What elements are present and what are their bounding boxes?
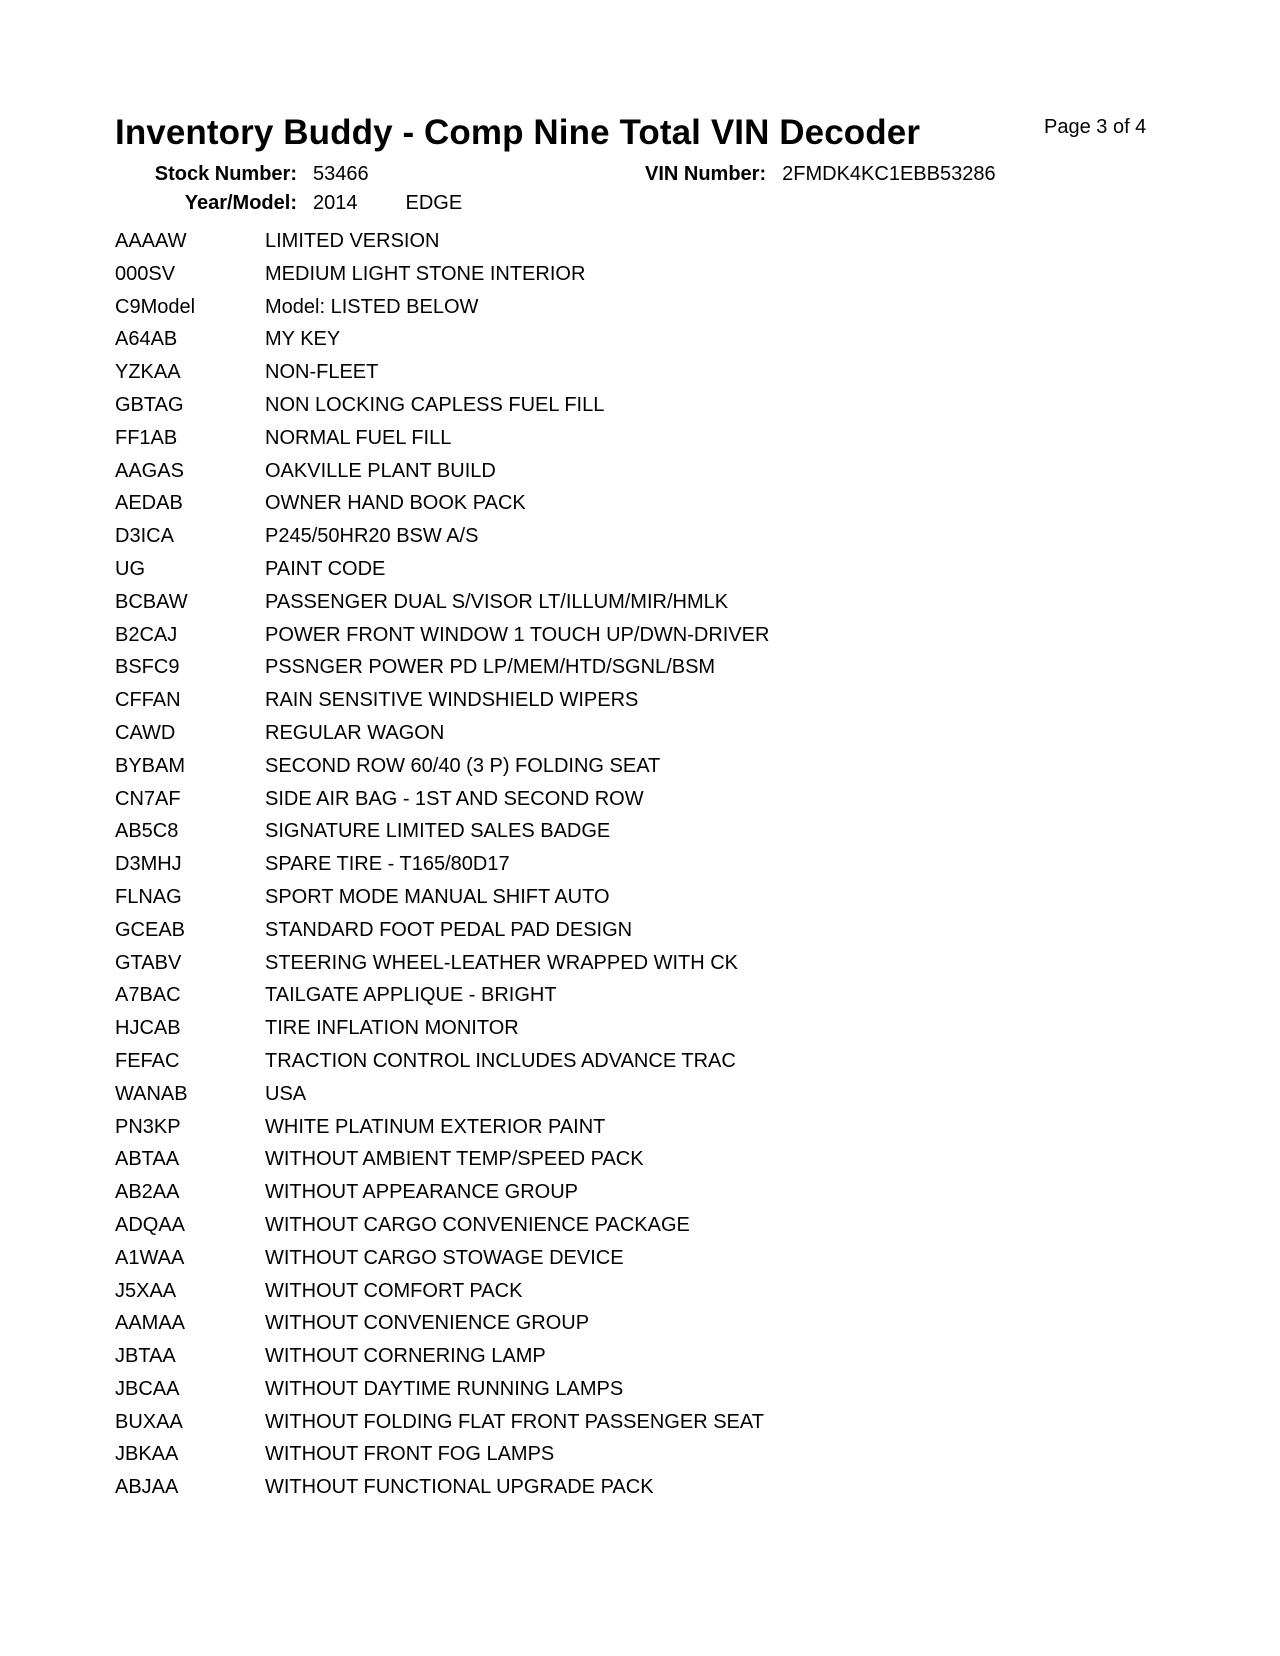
option-row bbox=[115, 1311, 769, 1344]
option-row bbox=[115, 1279, 769, 1312]
model-value: EDGE bbox=[405, 192, 463, 214]
year-value: 2014 bbox=[313, 192, 358, 214]
option-code: AAMAA bbox=[115, 1312, 186, 1335]
option-row bbox=[115, 787, 769, 820]
option-row bbox=[115, 655, 769, 688]
option-code: BUXAA bbox=[115, 1410, 183, 1433]
option-code: ADQAA bbox=[115, 1213, 186, 1236]
option-description: PSSNGER POWER PD LP/MEM/HTD/SGNL/BSM bbox=[265, 656, 716, 679]
option-code: AEDAB bbox=[115, 492, 183, 515]
option-row bbox=[115, 885, 769, 918]
option-row bbox=[115, 1016, 769, 1049]
option-code: A1WAA bbox=[115, 1246, 185, 1269]
option-row bbox=[115, 1442, 769, 1475]
option-code: BSFC9 bbox=[115, 656, 180, 679]
option-description: NON-FLEET bbox=[265, 361, 379, 384]
option-code: J5XAA bbox=[115, 1279, 177, 1302]
option-code: AB2AA bbox=[115, 1181, 180, 1204]
option-row bbox=[115, 557, 769, 590]
page-title: Inventory Buddy - Comp Nine Total VIN Decoder bbox=[115, 113, 921, 152]
option-row bbox=[115, 819, 769, 852]
option-row bbox=[115, 1246, 769, 1279]
option-row bbox=[115, 1147, 769, 1180]
option-row bbox=[115, 590, 769, 623]
option-row bbox=[115, 426, 769, 459]
option-row bbox=[115, 491, 769, 524]
option-code: GBTAG bbox=[115, 393, 184, 416]
option-description: SIGNATURE LIMITED SALES BADGE bbox=[265, 820, 611, 843]
option-code: GCEAB bbox=[115, 918, 186, 941]
option-description: STANDARD FOOT PEDAL PAD DESIGN bbox=[265, 918, 633, 941]
option-description: NON LOCKING CAPLESS FUEL FILL bbox=[265, 393, 605, 416]
option-description: OWNER HAND BOOK PACK bbox=[265, 492, 526, 515]
option-code: ABTAA bbox=[115, 1148, 180, 1171]
option-description: SPORT MODE MANUAL SHIFT AUTO bbox=[265, 885, 610, 908]
option-code: AB5C8 bbox=[115, 820, 179, 843]
option-code: AAAAW bbox=[115, 230, 187, 252]
option-code: BYBAM bbox=[115, 754, 186, 777]
stock-number-row bbox=[115, 162, 369, 186]
option-description: WITHOUT APPEARANCE GROUP bbox=[265, 1181, 579, 1204]
option-row bbox=[115, 1410, 769, 1443]
option-description: RAIN SENSITIVE WINDSHIELD WIPERS bbox=[265, 689, 639, 712]
option-description: WITHOUT FUNCTIONAL UPGRADE PACK bbox=[265, 1476, 654, 1499]
option-description: WHITE PLATINUM EXTERIOR PAINT bbox=[265, 1115, 606, 1138]
option-code: HJCAB bbox=[115, 1017, 181, 1040]
option-code: FLNAG bbox=[115, 885, 182, 908]
option-description: Model: LISTED BELOW bbox=[265, 295, 479, 318]
option-code: WANAB bbox=[115, 1082, 188, 1105]
option-code: A7BAC bbox=[115, 984, 181, 1007]
option-row bbox=[115, 918, 769, 951]
option-code: YZKAA bbox=[115, 361, 181, 384]
option-description: PASSENGER DUAL S/VISOR LT/ILLUM/MIR/HMLK bbox=[265, 590, 729, 613]
option-row bbox=[115, 295, 769, 328]
option-code: D3ICA bbox=[115, 525, 174, 548]
option-description: MEDIUM LIGHT STONE INTERIOR bbox=[265, 262, 586, 285]
option-code: PN3KP bbox=[115, 1115, 181, 1138]
option-description: P245/50HR20 BSW A/S bbox=[265, 525, 479, 548]
option-description: WITHOUT DAYTIME RUNNING LAMPS bbox=[265, 1377, 624, 1400]
option-description: TAILGATE APPLIQUE - BRIGHT bbox=[265, 984, 557, 1007]
option-code: FEFAC bbox=[115, 1049, 180, 1072]
option-code: FF1AB bbox=[115, 426, 178, 449]
option-row bbox=[115, 1344, 769, 1377]
option-row bbox=[115, 721, 769, 754]
option-description: MY KEY bbox=[265, 328, 341, 351]
option-code: CN7AF bbox=[115, 787, 181, 810]
option-description: WITHOUT CONVENIENCE GROUP bbox=[265, 1312, 590, 1335]
option-code: B2CAJ bbox=[115, 623, 178, 646]
option-description: PAINT CODE bbox=[265, 557, 386, 580]
option-code: D3MHJ bbox=[115, 853, 182, 876]
option-code: GTABV bbox=[115, 951, 182, 974]
option-row bbox=[115, 983, 769, 1016]
option-row bbox=[115, 1475, 769, 1508]
option-row bbox=[115, 1115, 769, 1148]
year-model-row bbox=[115, 191, 462, 215]
option-code: JBCAA bbox=[115, 1377, 180, 1400]
option-code: 000SV bbox=[115, 262, 176, 285]
option-description: LIMITED VERSION bbox=[265, 230, 440, 252]
option-description: TRACTION CONTROL INCLUDES ADVANCE TRAC bbox=[265, 1049, 736, 1072]
option-description: USA bbox=[265, 1082, 307, 1105]
option-row bbox=[115, 951, 769, 984]
option-description: REGULAR WAGON bbox=[265, 721, 445, 744]
option-code: UG bbox=[115, 557, 145, 580]
option-code: CAWD bbox=[115, 721, 176, 744]
option-row bbox=[115, 1213, 769, 1246]
option-row bbox=[115, 229, 769, 262]
option-code: A64AB bbox=[115, 328, 178, 351]
option-row bbox=[115, 393, 769, 426]
option-row bbox=[115, 262, 769, 295]
option-row bbox=[115, 1377, 769, 1410]
options-list bbox=[115, 229, 769, 1508]
option-description: WITHOUT AMBIENT TEMP/SPEED PACK bbox=[265, 1148, 644, 1171]
option-description: WITHOUT CARGO CONVENIENCE PACKAGE bbox=[265, 1213, 690, 1236]
option-description: SPARE TIRE - T165/80D17 bbox=[265, 853, 510, 876]
option-code: ABJAA bbox=[115, 1476, 179, 1499]
option-row bbox=[115, 1049, 769, 1082]
option-description: WITHOUT CORNERING LAMP bbox=[265, 1345, 546, 1368]
option-description: WITHOUT FOLDING FLAT FRONT PASSENGER SEAT bbox=[265, 1410, 764, 1433]
option-row bbox=[115, 327, 769, 360]
option-description: WITHOUT FRONT FOG LAMPS bbox=[265, 1443, 555, 1466]
page-number: Page 3 of 4 bbox=[1044, 116, 1147, 138]
option-code: JBTAA bbox=[115, 1345, 176, 1368]
vin-number-row bbox=[645, 162, 996, 186]
option-row bbox=[115, 688, 769, 721]
option-row bbox=[115, 459, 769, 492]
option-row bbox=[115, 623, 769, 656]
option-description: WITHOUT CARGO STOWAGE DEVICE bbox=[265, 1246, 624, 1269]
option-description: STEERING WHEEL-LEATHER WRAPPED WITH CK bbox=[265, 951, 739, 974]
option-code: CFFAN bbox=[115, 689, 181, 712]
option-description: TIRE INFLATION MONITOR bbox=[265, 1017, 519, 1040]
option-description: OAKVILLE PLANT BUILD bbox=[265, 459, 496, 482]
stock-number-value: 53466 bbox=[313, 163, 369, 185]
option-description: POWER FRONT WINDOW 1 TOUCH UP/DWN-DRIVER bbox=[265, 623, 770, 646]
option-description: SIDE AIR BAG - 1ST AND SECOND ROW bbox=[265, 787, 644, 810]
option-row bbox=[115, 524, 769, 557]
option-description: NORMAL FUEL FILL bbox=[265, 426, 452, 449]
option-row bbox=[115, 754, 769, 787]
option-code: AAGAS bbox=[115, 459, 184, 482]
stock-number-label: Stock Number: bbox=[154, 163, 297, 185]
vin-number-value: 2FMDK4KC1EBB53286 bbox=[782, 163, 996, 185]
option-row bbox=[115, 852, 769, 885]
option-row bbox=[115, 1180, 769, 1213]
option-description: WITHOUT COMFORT PACK bbox=[265, 1279, 523, 1302]
option-code: C9Model bbox=[115, 295, 196, 318]
year-model-label: Year/Model: bbox=[184, 192, 297, 214]
option-description: SECOND ROW 60/40 (3 P) FOLDING SEAT bbox=[265, 754, 661, 777]
vin-number-label: VIN Number: bbox=[645, 163, 767, 185]
option-code: JBKAA bbox=[115, 1443, 179, 1466]
option-row bbox=[115, 1082, 769, 1115]
option-code: BCBAW bbox=[115, 590, 188, 613]
option-row bbox=[115, 360, 769, 393]
